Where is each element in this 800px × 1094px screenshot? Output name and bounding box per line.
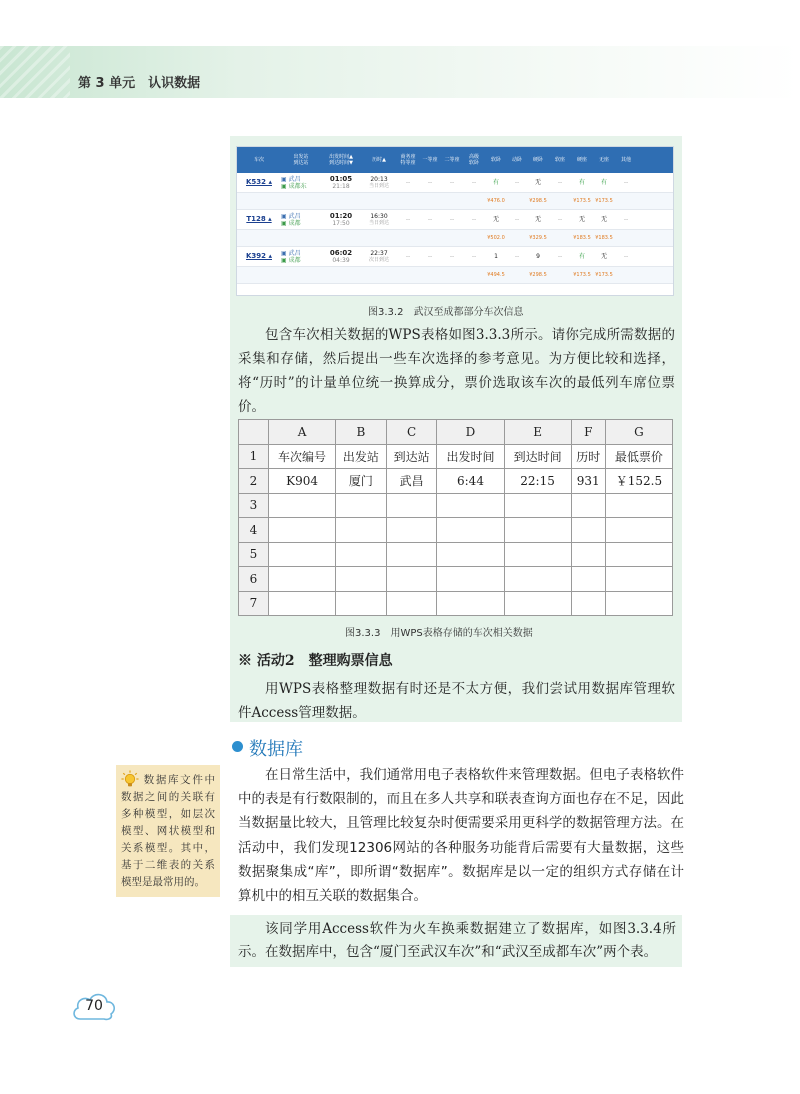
- price-spacer: [237, 193, 281, 209]
- seat-price: ¥494.5: [487, 271, 505, 278]
- sheet-col-letter: E: [504, 420, 571, 445]
- train-col-header: 历时▲: [372, 157, 386, 163]
- sheet-cell: [437, 567, 504, 592]
- seat-availability: 有: [492, 179, 499, 186]
- section-bullet-icon: [232, 741, 243, 752]
- train-col-header: 软卧: [490, 157, 501, 163]
- seat-availability: --: [405, 216, 411, 223]
- train-col-header: 车次: [253, 157, 264, 163]
- sheet-cell: 历时: [571, 444, 605, 469]
- price-spacer: [281, 267, 321, 283]
- sheet-cell: [269, 518, 336, 543]
- paragraph-wps-intro: 包含车次相关数据的WPS表格如图3.3.3所示。请你完成所需数据的采集和存储，然后提出一些车次选择的参考意见。为方便比较和选择，将“历时”的计量单位统一换算成分，票价选取该车次的最低列车席位票价。: [238, 327, 675, 415]
- seat-availability: --: [471, 253, 477, 260]
- seat-price: ¥298.5: [529, 271, 547, 278]
- sheet-cell: 厦门: [336, 469, 387, 494]
- price-spacer: [237, 230, 281, 246]
- seat-price: [397, 230, 419, 246]
- train-col-header: 出发时间▲ 到达时间▼: [329, 154, 353, 166]
- sheet-cell: [605, 591, 672, 616]
- sheet-cell: [571, 542, 605, 567]
- seat-availability: --: [557, 216, 563, 223]
- seat-price: [441, 230, 463, 246]
- train-col-header: 软座: [554, 157, 565, 163]
- wps-spreadsheet: [238, 419, 673, 616]
- sheet-row-number: 6: [239, 567, 269, 592]
- sheet-cell: [269, 493, 336, 518]
- sheet-row-number: 2: [239, 469, 269, 494]
- sheet-cell: [386, 591, 437, 616]
- seat-availability: --: [557, 179, 563, 186]
- sheet-cell: [269, 542, 336, 567]
- seat-price: [463, 193, 485, 209]
- train-col-header: 商务座 特等座: [400, 154, 416, 166]
- sheet-cell: [504, 591, 571, 616]
- seat-price: [463, 230, 485, 246]
- sheet-cell: 车次编号: [269, 444, 336, 469]
- seat-price: ¥183.5: [573, 234, 591, 241]
- seat-availability: 无: [600, 216, 607, 223]
- train-col-header: 其他: [620, 157, 631, 163]
- seat-availability: 无: [492, 216, 499, 223]
- seat-price: [419, 193, 441, 209]
- sheet-cell: [336, 542, 387, 567]
- train-row: [237, 173, 673, 193]
- page-number: 70: [85, 998, 103, 1014]
- sheet-row-number: 1: [239, 444, 269, 469]
- seat-availability: --: [514, 179, 520, 186]
- sheet-cell: 出发时间: [437, 444, 504, 469]
- sheet-cell: 到达时间: [504, 444, 571, 469]
- train-stations: ▣ 武昌 ▣ 成都: [281, 249, 301, 264]
- train-number-link[interactable]: K392 ▴: [246, 252, 272, 260]
- train-listing-screenshot: [236, 146, 674, 296]
- side-note-text: 数据库文件中数据之间的关联有多种模型，如层次模型、网状模型和关系模型。其中，基于二维表的关系模型是最常用的。: [121, 774, 215, 888]
- sheet-cell: [571, 591, 605, 616]
- activity-2-text: 用WPS表格整理数据有时还是不太方便，我们尝试用数据库管理软件Access管理数据。: [238, 681, 675, 721]
- sheet-cell: 6:44: [437, 469, 504, 494]
- seat-availability: 有: [578, 253, 585, 260]
- sheet-cell: 出发站: [336, 444, 387, 469]
- sheet-row: [239, 591, 673, 616]
- seat-availability: 有: [600, 179, 607, 186]
- seat-price: [615, 267, 637, 283]
- price-spacer: [361, 267, 397, 283]
- sheet-cell: 最低票价: [605, 444, 672, 469]
- train-col-header: 动卧: [511, 157, 522, 163]
- sheet-cell: [504, 518, 571, 543]
- sheet-cell: 931: [571, 469, 605, 494]
- sheet-cell: [605, 567, 672, 592]
- sheet-cell: [504, 542, 571, 567]
- train-stations: ▣ 武昌 ▣ 成都: [281, 212, 301, 227]
- seat-availability: 无: [600, 253, 607, 260]
- price-spacer: [361, 193, 397, 209]
- seat-price: [507, 230, 527, 246]
- price-spacer: [237, 267, 281, 283]
- train-times: 01:05 21:18: [329, 174, 353, 190]
- train-price-row: [237, 267, 673, 284]
- seat-availability: --: [623, 179, 629, 186]
- sheet-cell: 22:15: [504, 469, 571, 494]
- sheet-row: [239, 567, 673, 592]
- activity-2-title: ※ 活动2 整理购票信息: [238, 653, 393, 669]
- seat-price: [549, 267, 571, 283]
- price-spacer: [281, 230, 321, 246]
- sheet-cell: [386, 542, 437, 567]
- seat-price: ¥173.5: [595, 271, 613, 278]
- sheet-cell: [571, 518, 605, 543]
- sheet-cell: [386, 567, 437, 592]
- sheet-cell: [605, 518, 672, 543]
- side-note-tip: [116, 765, 220, 897]
- seat-availability: --: [427, 216, 433, 223]
- figure-caption-3-3-2: 图3.3.2 武汉至成都部分车次信息: [368, 307, 524, 318]
- seat-availability: --: [449, 253, 455, 260]
- sheet-corner-cell: [239, 420, 269, 445]
- seat-price: ¥183.5: [595, 234, 613, 241]
- seat-price: ¥173.5: [595, 197, 613, 204]
- seat-price: [419, 230, 441, 246]
- seat-availability: 有: [578, 179, 585, 186]
- sheet-cell: [386, 493, 437, 518]
- seat-availability: 1: [494, 253, 498, 260]
- sheet-col-letter: A: [269, 420, 336, 445]
- seat-price: [507, 193, 527, 209]
- seat-price: ¥502.0: [487, 234, 505, 241]
- seat-availability: --: [557, 253, 563, 260]
- train-duration: 16:30 当日到达: [368, 212, 389, 226]
- train-col-header: 无座: [598, 157, 609, 163]
- lightbulb-icon: [121, 770, 139, 788]
- train-col-header: 一等座: [422, 157, 438, 163]
- sheet-row: [239, 518, 673, 543]
- sheet-col-letter: D: [437, 420, 504, 445]
- seat-price: [615, 230, 637, 246]
- sheet-cell: [386, 518, 437, 543]
- seat-availability: 无: [534, 179, 541, 186]
- seat-price: ¥173.5: [573, 271, 591, 278]
- sheet-cell: 武昌: [386, 469, 437, 494]
- seat-availability: 9: [536, 253, 540, 260]
- seat-price: ¥476.0: [487, 197, 505, 204]
- seat-availability: --: [449, 179, 455, 186]
- train-table-header: [237, 147, 673, 173]
- seat-price: [549, 230, 571, 246]
- sheet-cell: [571, 493, 605, 518]
- seat-availability: --: [427, 253, 433, 260]
- sheet-row: [239, 469, 673, 494]
- seat-availability: --: [427, 179, 433, 186]
- sheet-cell: [437, 518, 504, 543]
- sheet-cell: 到达站: [386, 444, 437, 469]
- sheet-cell: [336, 493, 387, 518]
- sheet-col-letter: G: [605, 420, 672, 445]
- train-number-link[interactable]: K532 ▴: [246, 178, 272, 186]
- price-spacer: [321, 267, 361, 283]
- seat-availability: 无: [534, 216, 541, 223]
- sheet-cell: [437, 542, 504, 567]
- train-stations: ▣ 武昌 ▣ 成都东: [281, 175, 307, 190]
- price-spacer: [281, 193, 321, 209]
- train-price-row: [237, 230, 673, 247]
- sheet-cell: [605, 493, 672, 518]
- sheet-cell: [504, 493, 571, 518]
- seat-availability: 无: [578, 216, 585, 223]
- sheet-row-number: 5: [239, 542, 269, 567]
- train-col-header: 出发站 到达站: [293, 154, 309, 166]
- seat-price: [549, 193, 571, 209]
- train-col-header: 硬座: [576, 157, 587, 163]
- sheet-cell: [336, 518, 387, 543]
- sheet-cell: [437, 493, 504, 518]
- seat-price: [463, 267, 485, 283]
- train-col-header: 硬卧: [532, 157, 543, 163]
- seat-availability: --: [405, 179, 411, 186]
- seat-price: [419, 267, 441, 283]
- seat-availability: --: [449, 216, 455, 223]
- figure-caption-3-3-3: 图3.3.3 用WPS表格存储的车次相关数据: [345, 628, 533, 639]
- seat-availability: --: [471, 216, 477, 223]
- sheet-cell: [504, 567, 571, 592]
- sheet-cell: [269, 591, 336, 616]
- sheet-row-number: 4: [239, 518, 269, 543]
- train-table-body: [237, 173, 673, 284]
- sheet-cell: ￥152.5: [605, 469, 672, 494]
- price-spacer: [321, 193, 361, 209]
- seat-price: [441, 267, 463, 283]
- price-spacer: [321, 230, 361, 246]
- sheet-cell: [269, 567, 336, 592]
- sheet-row-number: 7: [239, 591, 269, 616]
- sheet-row: [239, 444, 673, 469]
- sheet-cell: [336, 591, 387, 616]
- train-duration: 22:37 次日到达: [368, 249, 389, 263]
- seat-price: ¥298.5: [529, 197, 547, 204]
- sheet-row-number: 3: [239, 493, 269, 518]
- seat-availability: --: [471, 179, 477, 186]
- seat-price: ¥329.5: [529, 234, 547, 241]
- sheet-cell: [571, 567, 605, 592]
- seat-availability: --: [514, 216, 520, 223]
- sheet-col-letter: B: [336, 420, 387, 445]
- seat-price: [441, 193, 463, 209]
- seat-price: ¥173.5: [573, 197, 591, 204]
- seat-price: [615, 193, 637, 209]
- train-number-link[interactable]: T128 ▴: [246, 215, 272, 223]
- seat-price: [397, 267, 419, 283]
- seat-price: [397, 193, 419, 209]
- sheet-cell: [605, 542, 672, 567]
- seat-availability: --: [623, 216, 629, 223]
- train-row: [237, 247, 673, 267]
- sheet-row: [239, 493, 673, 518]
- chapter-title: 第 3 单元 认识数据: [78, 76, 201, 91]
- sheet-column-header-row: [239, 420, 673, 445]
- sheet-cell: K904: [269, 469, 336, 494]
- section-title-database: 数据库: [249, 739, 303, 760]
- price-spacer: [361, 230, 397, 246]
- train-row: [237, 210, 673, 230]
- train-times: 01:20 17:50: [329, 211, 353, 227]
- train-col-header: 高级 软卧: [468, 154, 479, 166]
- train-times: 06:02 04:39: [329, 248, 353, 264]
- sheet-cell: [437, 591, 504, 616]
- access-intro-text: 该同学用Access软件为火车换乘数据建立了数据库，如图3.3.4所示。在数据库中，包含“厦门至武汉车次”和“武汉至成都车次”两个表。: [238, 921, 676, 960]
- train-duration: 20:13 当日到达: [368, 175, 389, 189]
- seat-price: [507, 267, 527, 283]
- paragraph-database-intro: 在日常生活中，我们通常用电子表格软件来管理数据。但电子表格软件中的表是有行数限制的，而且在多人共享和联表查询方面也存在不足，因此当数据量比较大，且管理比较复杂时便需要采用更科学的数据管理方法。在活动中，我们发现12306网站的各种服务功能背后需要有大量数据，这些数据聚集成“库”，即所谓“数据库”。数据库是以一定的组织方式存储在计算机中的相互关联的数据集合。: [238, 767, 684, 905]
- seat-availability: --: [405, 253, 411, 260]
- seat-availability: --: [623, 253, 629, 260]
- access-intro-box: [230, 915, 682, 967]
- sheet-cell: [336, 567, 387, 592]
- train-price-row: [237, 193, 673, 210]
- sheet-col-letter: F: [571, 420, 605, 445]
- train-col-header: 二等座: [444, 157, 460, 163]
- sheet-col-letter: C: [386, 420, 437, 445]
- header-decoration: [0, 46, 70, 98]
- seat-availability: --: [514, 253, 520, 260]
- sheet-row: [239, 542, 673, 567]
